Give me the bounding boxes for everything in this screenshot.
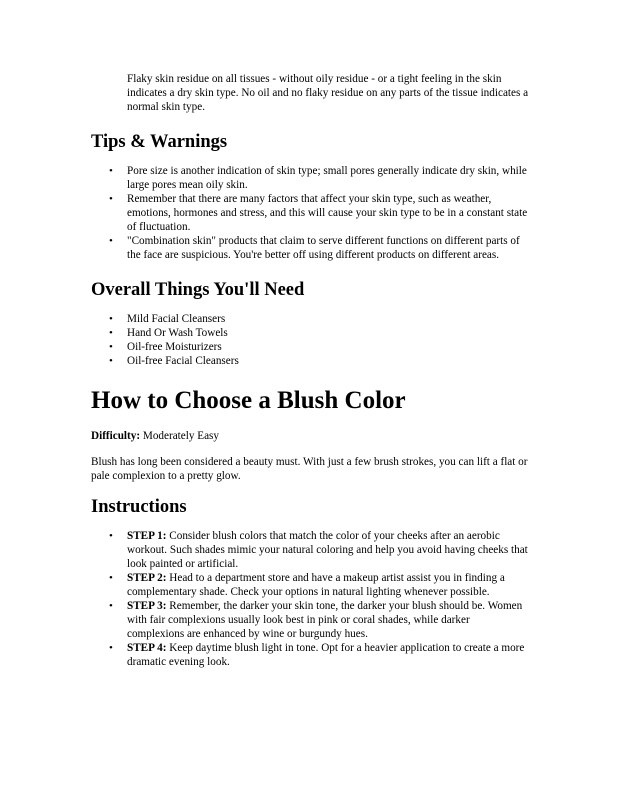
article-title: How to Choose a Blush Color [91, 387, 406, 414]
step-text: Head to a department store and have a makeup artist assist you in finding a complementary shade. Check your options in natural lighting whenever possible. [127, 572, 505, 598]
step-item [127, 529, 529, 571]
list-item: • Mild Facial Cleansers [127, 312, 529, 326]
step-label: STEP 1: [127, 530, 167, 542]
intro-paragraph: Flaky skin residue on all tissues - without oily residue - or a tight feeling in the skin indicates a dry skin type. No oil and no flaky residue on any parts of the tissue indicates a normal skin type. [127, 73, 529, 113]
step-item [127, 571, 529, 599]
tips-list [91, 164, 529, 262]
list-item: • Pore size is another indication of skin type; small pores generally indicate dry skin, while large pores mean oily skin. [127, 164, 529, 192]
list-item: • Remember that there are many factors that affect your skin type, such as weather, emotions, hormones and stress, and this will cause your skin type to be in a constant state of fluctuation. [127, 192, 529, 234]
step-item [127, 599, 529, 641]
document-page [91, 72, 529, 669]
article-summary: Blush has long been considered a beauty must. With just a few brush strokes, you can lift a flat or pale complexion to a pretty glow. [91, 456, 528, 482]
difficulty-value: Moderately Easy [142, 430, 220, 442]
step-text: Remember, the darker your skin tone, the darker your blush should be. Women with fair complexions usually look best in pink or coral shades, while darker complexions are enhanced by wine or burgundy hues. [127, 600, 523, 640]
step-label: STEP 4: [127, 642, 167, 654]
step-text: Keep daytime blush light in tone. Opt for a heavier application to create a more dramatic evening look. [127, 642, 525, 668]
list-item: • Oil-free Facial Cleansers [127, 354, 529, 368]
step-label: STEP 2: [127, 572, 167, 584]
list-item: • Hand Or Wash Towels [127, 326, 529, 340]
tips-heading: Tips & Warnings [91, 132, 228, 152]
instructions-list [91, 529, 529, 669]
needs-heading: Overall Things You'll Need [91, 280, 305, 300]
step-text: Consider blush colors that match the color of your cheeks after an aerobic workout. Such shades mimic your natural coloring and help you avoid having cheeks that look painted or artificial. [127, 530, 528, 570]
difficulty-line [91, 429, 529, 443]
list-item: • "Combination skin" products that claim to serve different functions on different parts of the face are suspicious. You're better off using different products on different areas. [127, 234, 529, 262]
step-label: STEP 3: [127, 600, 167, 612]
step-item [127, 641, 529, 669]
list-item: • Oil-free Moisturizers [127, 340, 529, 354]
instructions-heading: Instructions [91, 497, 187, 517]
difficulty-label: Difficulty: [91, 430, 141, 442]
needs-list [91, 312, 529, 368]
